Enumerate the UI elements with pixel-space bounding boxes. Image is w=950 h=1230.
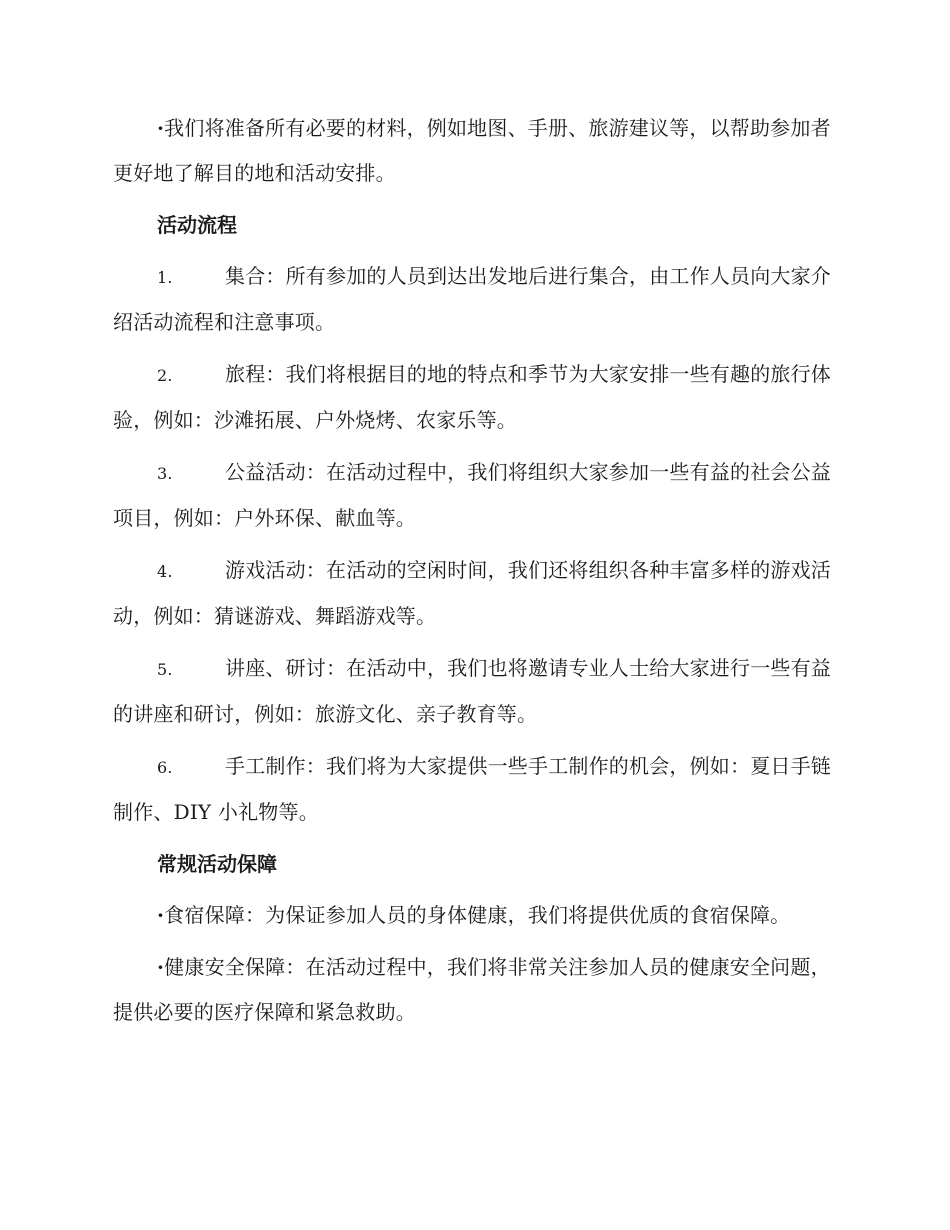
list-item [113, 352, 832, 443]
list-item [113, 548, 832, 639]
guarantee-paragraph [113, 893, 832, 938]
item-text: 公益活动：在活动过程中，我们将组织大家参加一些有益的社会公益项目，例如：户外环保、献血等。 [113, 460, 831, 530]
item-text: 讲座、研讨：在活动中，我们也将邀请专业人士给大家进行一些有益的讲座和研讨，例如：旅游文化、亲子教育等。 [113, 656, 831, 726]
bullet-marker: · [157, 116, 165, 140]
list-item [113, 744, 832, 835]
item-text: 旅程：我们将根据目的地的特点和季节为大家安排一些有趣的旅行体验，例如：沙滩拓展、户外烧烤、农家乐等。 [113, 362, 831, 432]
item-text: 游戏活动：在活动的空闲时间，我们还将组织各种丰富多样的游戏活动，例如：猜谜游戏、舞蹈游戏等。 [113, 558, 831, 628]
list-item [113, 450, 832, 541]
item-number: 1. [157, 268, 173, 287]
item-number: 3. [157, 464, 173, 483]
guarantee-text: 健康安全保障：在活动过程中，我们将非常关注参加人员的健康安全问题，提供必要的医疗保障和紧急救助。 [113, 955, 831, 1024]
intro-paragraph [113, 106, 832, 196]
guarantee-text: 食宿保障：为保证参加人员的身体健康，我们将提供优质的食宿保障。 [164, 903, 791, 927]
list-item [113, 646, 832, 737]
item-number: 5. [157, 660, 173, 679]
section-heading-activity-flow: 活动流程 [157, 213, 237, 237]
item-number: 6. [157, 758, 173, 777]
guarantee-paragraph [113, 945, 832, 1035]
item-number: 2. [157, 366, 173, 385]
intro-text: 我们将准备所有必要的材料，例如地图、手册、旅游建议等，以帮助参加者更好地了解目的地和活动安排。 [113, 116, 831, 185]
section-heading-guarantee: 常规活动保障 [157, 852, 277, 876]
list-item [113, 254, 832, 345]
item-text: 集合：所有参加的人员到达出发地后进行集合，由工作人员向大家介绍活动流程和注意事项。 [113, 264, 831, 334]
bullet-marker: · [157, 903, 165, 927]
item-number: 4. [157, 562, 173, 581]
bullet-marker: · [157, 955, 165, 979]
item-text: 手工制作：我们将为大家提供一些手工制作的机会，例如：夏日手链制作、DIY 小礼物等。 [113, 754, 831, 824]
